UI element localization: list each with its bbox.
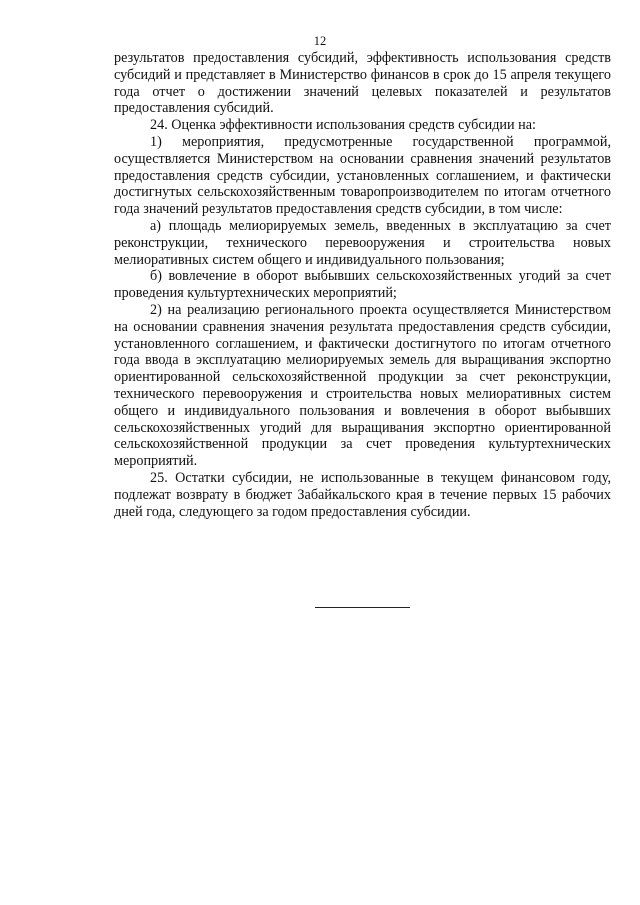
paragraph-continuation: результатов предоставления субсидий, эффективность использования средств субсидий и представляет в Министерство финансов в срок до 15 апреля текущего года отчет о достижении значений целевых показателей и результатов предоставления субсидий. <box>114 50 611 117</box>
paragraph-subitem-b: б) вовлечение в оборот выбывших сельскохозяйственных угодий за счет проведения культуртехнических мероприятий; <box>114 268 611 302</box>
paragraph-subitem-a: а) площадь мелиорируемых земель, введенных в эксплуатацию за счет реконструкции, технического перевооружения и строительства новых мелиоративных систем общего и индивидуального пользования; <box>114 217 611 268</box>
paragraph-subitem-1: 1) мероприятия, предусмотренные государственной программой, осуществляется Министерством на основании сравнения значений результатов предоставления средств субсидии, установленных соглашением, и фактически достигнутых сельскохозяйственным товаропроизводителем по итогам отчетного года значений результатов предоставления средств субсидии, в том числе: <box>114 133 611 218</box>
document-body <box>114 50 611 520</box>
page-number: 12 <box>313 34 327 48</box>
end-separator-line <box>315 607 410 608</box>
paragraph-item-25: 25. Остатки субсидии, не использованные в текущем финансовом году, подлежат возврату в бюджет Забайкальского края в течение первых 15 рабочих дней года, следующего за годом предоставления субсидии. <box>114 469 611 520</box>
paragraph-item-24: 24. Оценка эффективности использования средств субсидии на: <box>150 117 536 134</box>
paragraph-subitem-2: 2) на реализацию регионального проекта осуществляется Министерством на основании сравнения значения результата предоставления средств субсидии, установленного соглашением, и фактически достигнутого по итогам отчетного года ввода в эксплуатацию мелиорируемых земель для выращивания экспортно ориентированной сельскохозяйственной продукции за счет реконструкции, технического перевооружения и строительства новых мелиоративных систем общего и индивидуального пользования и вовлечения в оборот выбывших сельскохозяйственных угодий для выращивания экспортно ориентированной сельскохозяйственной продукции за счет проведения культуртехнических мероприятий. <box>114 301 611 470</box>
